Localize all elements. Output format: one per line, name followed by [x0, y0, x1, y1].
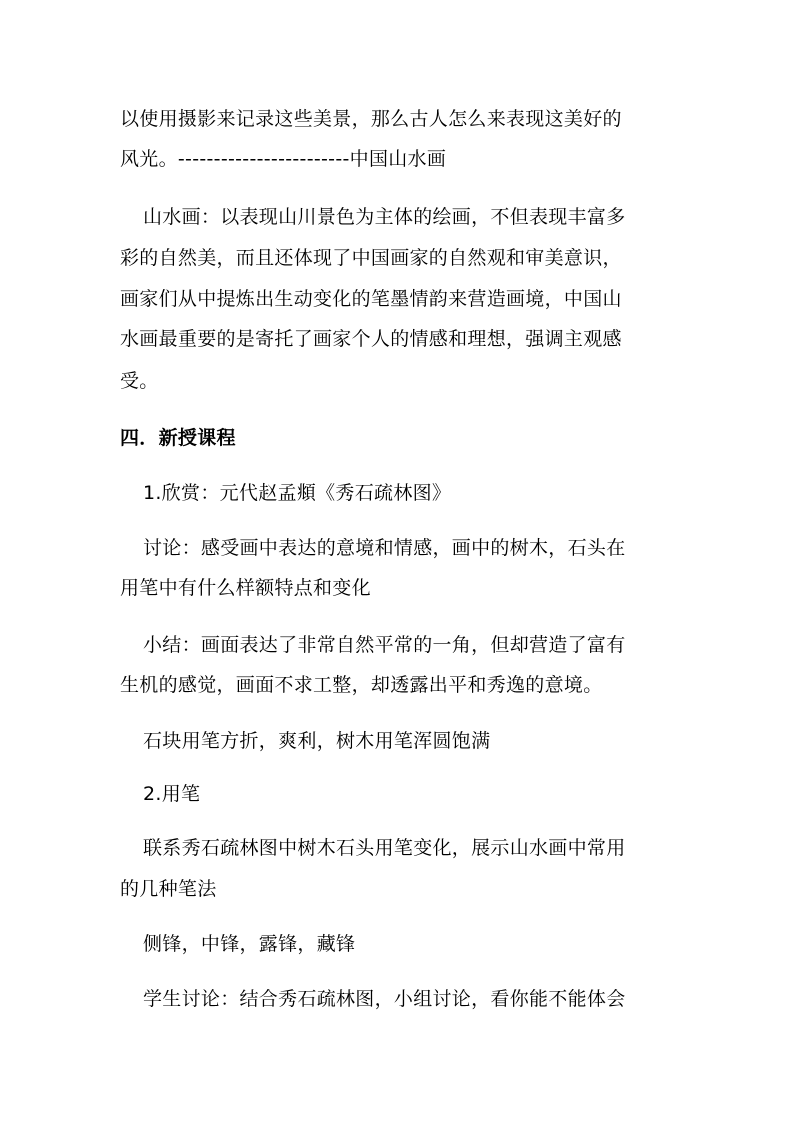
- text-line-6: 水画最重要的是寄托了画家个人的情感和理想，强调主观感: [120, 328, 622, 350]
- text-line-10: 讨论：感受画中表达的意境和情感，画中的树木，石头在: [143, 537, 626, 559]
- text-line-12: 小结：画面表达了非常自然平常的一角，但却营造了富有: [143, 634, 626, 656]
- text-line-19: 学生讨论：结合秀石疏林图，小组讨论，看你能不能体会: [143, 988, 626, 1010]
- text-line-11: 用笔中有什么样额特点和变化: [120, 577, 371, 599]
- text-line-7: 受。: [120, 370, 159, 392]
- text-line-1: 以使用摄影来记录这些美景，那么古人怎么来表现这美好的: [120, 108, 622, 130]
- text-line-15: 2.用笔: [143, 783, 201, 805]
- text-line-16: 联系秀石疏林图中树木石头用笔变化，展示山水画中常用: [143, 837, 626, 859]
- text-line-17: 的几种笔法: [120, 878, 217, 900]
- text-line-14: 石块用笔方折，爽利，树木用笔浑圆饱满: [143, 730, 491, 752]
- text-line-3: 山水画：以表现山川景色为主体的绘画，不但表现丰富多: [143, 206, 626, 228]
- section-heading: 四．新授课程: [120, 427, 236, 449]
- text-line-2: 风光。------------------------中国山水画: [120, 148, 447, 170]
- text-line-13: 生机的感觉，画面不求工整，却透露出平和秀逸的意境。: [120, 674, 603, 696]
- text-line-9: 1.欣赏：元代赵孟頫《秀石疏林图》: [143, 482, 452, 504]
- text-line-5: 画家们从中提炼出生动变化的笔墨情韵来营造画境，中国山: [120, 288, 622, 310]
- text-line-4: 彩的自然美，而且还体现了中国画家的自然观和审美意识，: [120, 247, 622, 269]
- text-line-18: 侧锋，中锋，露锋，藏锋: [143, 933, 356, 955]
